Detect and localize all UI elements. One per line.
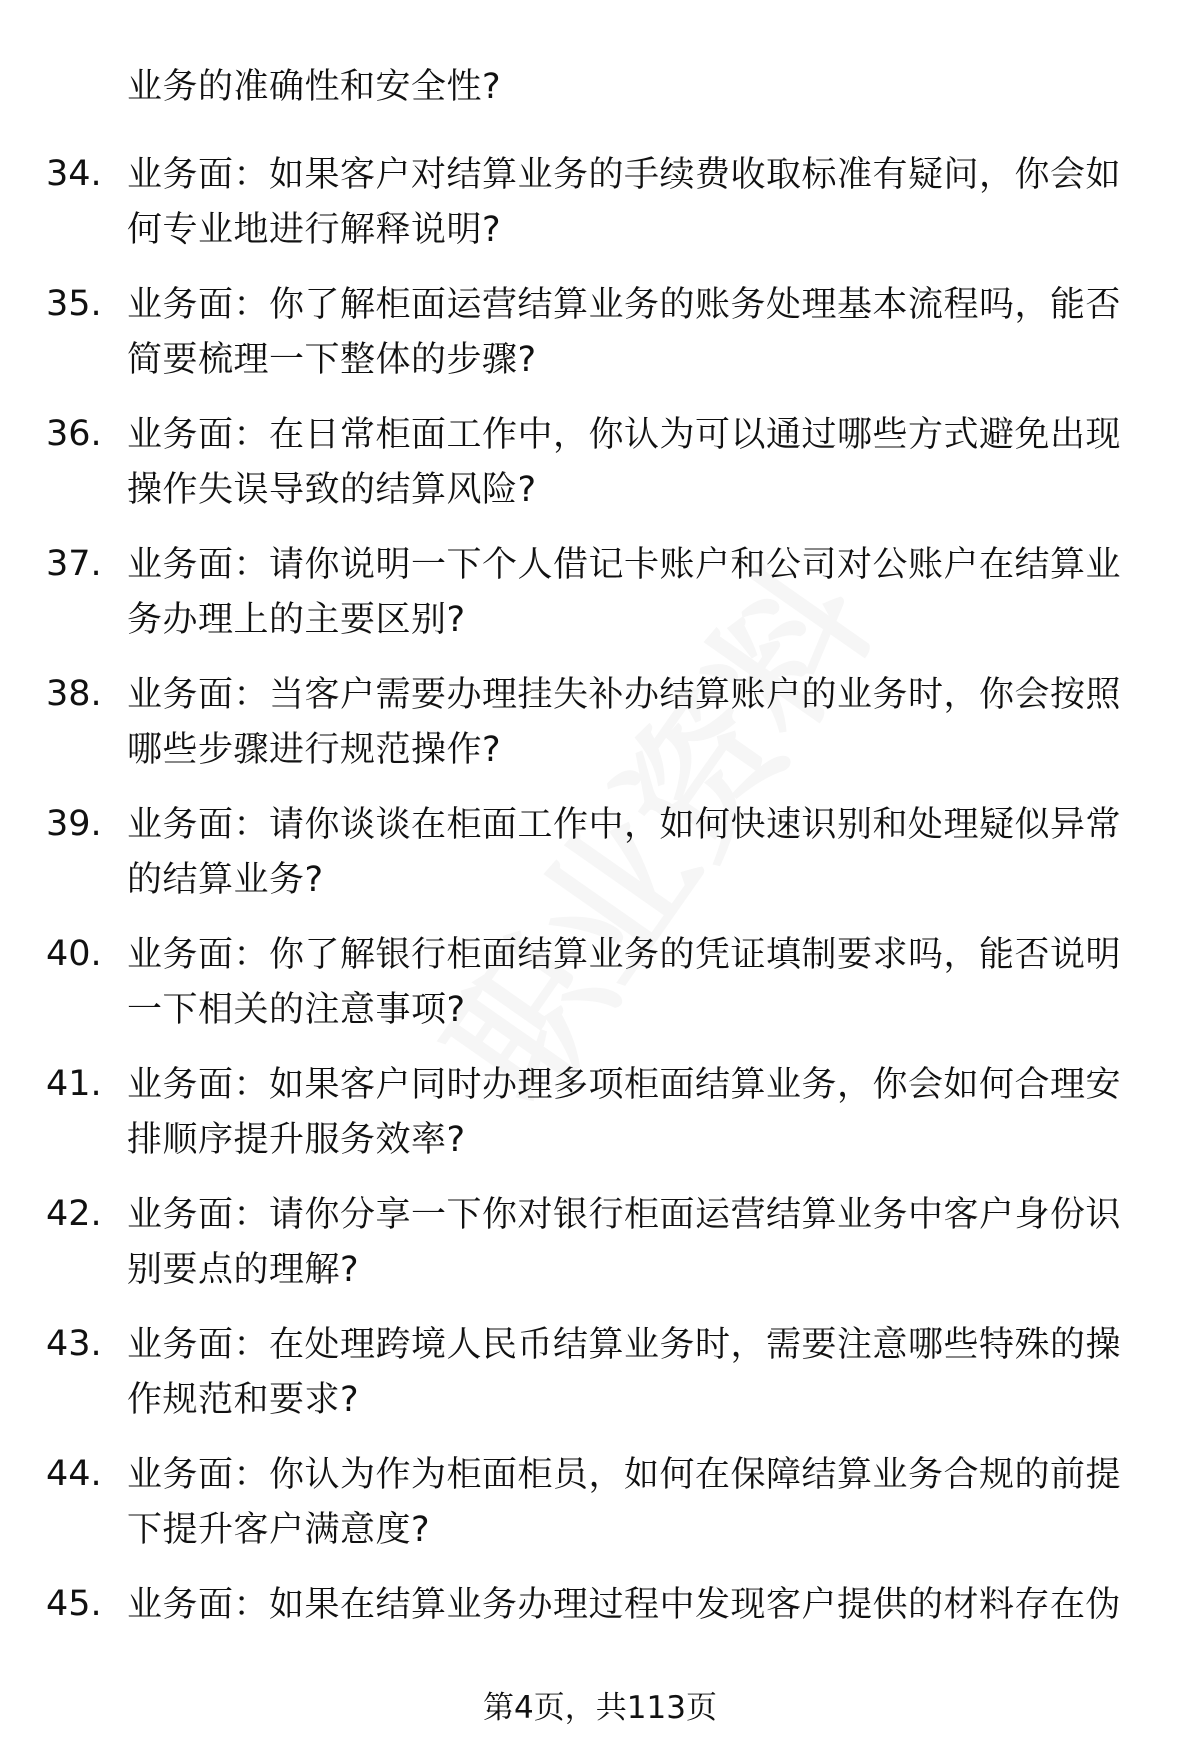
question-line: 业务面：在处理跨境人民币结算业务时，需要注意哪些特殊的操 bbox=[127, 1325, 1122, 1365]
question-line: 操作失误导致的结算风险? bbox=[127, 470, 537, 510]
question-text bbox=[127, 278, 1147, 388]
question-number: 43. bbox=[46, 1324, 102, 1364]
question-item bbox=[0, 278, 1200, 402]
question-text bbox=[127, 1578, 1147, 1633]
question-number: 35. bbox=[46, 284, 102, 324]
page-footer: 第4页，共113页 bbox=[483, 1690, 717, 1726]
question-line: 别要点的理解? bbox=[127, 1250, 360, 1290]
question-line: 业务面：如果在结算业务办理过程中发现客户提供的材料存在伪 bbox=[127, 1585, 1122, 1625]
question-line: 一下相关的注意事项? bbox=[127, 990, 466, 1030]
question-text bbox=[127, 1058, 1147, 1168]
question-number: 41. bbox=[46, 1064, 102, 1104]
question-text bbox=[127, 668, 1147, 778]
question-line: 的结算业务? bbox=[127, 860, 324, 900]
question-line: 业务面：你了解银行柜面结算业务的凭证填制要求吗，能否说明 bbox=[127, 935, 1122, 975]
question-line: 业务面：请你分享一下你对银行柜面运营结算业务中客户身份识 bbox=[127, 1195, 1122, 1235]
question-line: 作规范和要求? bbox=[127, 1380, 360, 1420]
question-number: 34. bbox=[46, 154, 102, 194]
question-item bbox=[0, 148, 1200, 272]
question-number: 37. bbox=[46, 544, 102, 584]
question-number: 38. bbox=[46, 674, 102, 714]
question-item bbox=[0, 1448, 1200, 1572]
question-list bbox=[0, 148, 1200, 1708]
question-text bbox=[127, 538, 1147, 648]
question-line: 排顺序提升服务效率? bbox=[127, 1120, 466, 1160]
question-item bbox=[0, 1318, 1200, 1442]
question-text bbox=[127, 1318, 1147, 1428]
continuation-text: 业务的准确性和安全性? bbox=[127, 67, 502, 107]
question-item bbox=[0, 538, 1200, 662]
question-line: 何专业地进行解释说明? bbox=[127, 210, 502, 250]
question-item bbox=[0, 928, 1200, 1052]
question-line: 务办理上的主要区别? bbox=[127, 600, 466, 640]
question-line: 业务面：请你说明一下个人借记卡账户和公司对公账户在结算业 bbox=[127, 545, 1122, 585]
question-line: 业务面：如果客户同时办理多项柜面结算业务，你会如何合理安 bbox=[127, 1065, 1122, 1105]
question-number: 45. bbox=[46, 1584, 102, 1624]
question-text bbox=[127, 1188, 1147, 1298]
question-number: 39. bbox=[46, 804, 102, 844]
question-line: 简要梳理一下整体的步骤? bbox=[127, 340, 537, 380]
question-item bbox=[0, 408, 1200, 532]
question-line: 下提升客户满意度? bbox=[127, 1510, 431, 1550]
question-number: 36. bbox=[46, 414, 102, 454]
question-item bbox=[0, 798, 1200, 922]
question-line: 业务面：请你谈谈在柜面工作中，如何快速识别和处理疑似异常 bbox=[127, 805, 1122, 845]
question-item bbox=[0, 668, 1200, 792]
question-text bbox=[127, 1448, 1147, 1558]
question-text bbox=[127, 928, 1147, 1038]
question-number: 44. bbox=[46, 1454, 102, 1494]
question-number: 42. bbox=[46, 1194, 102, 1234]
question-line: 业务面：如果客户对结算业务的手续费收取标准有疑问，你会如 bbox=[127, 155, 1122, 195]
question-line: 业务面：你认为作为柜面柜员，如何在保障结算业务合规的前提 bbox=[127, 1455, 1122, 1495]
question-line: 业务面：当客户需要办理挂失补办结算账户的业务时，你会按照 bbox=[127, 675, 1122, 715]
question-item bbox=[0, 1578, 1200, 1702]
question-item bbox=[0, 1188, 1200, 1312]
question-text bbox=[127, 408, 1147, 518]
question-line: 业务面：你了解柜面运营结算业务的账务处理基本流程吗，能否 bbox=[127, 285, 1122, 325]
question-text bbox=[127, 798, 1147, 908]
question-line: 业务面：在日常柜面工作中，你认为可以通过哪些方式避免出现 bbox=[127, 415, 1122, 455]
question-item bbox=[0, 1058, 1200, 1182]
question-text bbox=[127, 148, 1147, 258]
question-line: 哪些步骤进行规范操作? bbox=[127, 730, 502, 770]
question-number: 40. bbox=[46, 934, 102, 974]
